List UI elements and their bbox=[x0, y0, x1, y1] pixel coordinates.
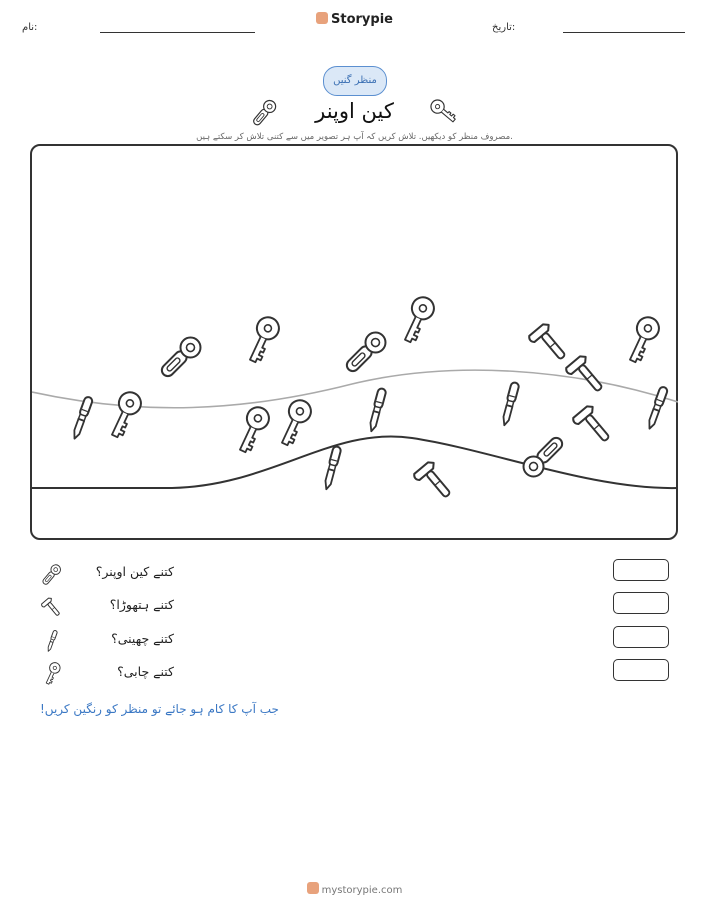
site-url: mystorypie.com bbox=[321, 885, 403, 896]
chisel-icon bbox=[39, 628, 65, 654]
key bbox=[275, 397, 315, 449]
answer-box-hammer[interactable] bbox=[613, 592, 669, 614]
knife bbox=[500, 382, 519, 427]
storypie-logo-icon bbox=[307, 882, 319, 894]
hammer bbox=[413, 460, 456, 505]
knife bbox=[71, 396, 94, 440]
name-label: نام: bbox=[22, 22, 38, 33]
key-icon bbox=[427, 95, 461, 129]
key bbox=[623, 314, 663, 366]
date-label: تاریخ: bbox=[492, 22, 516, 33]
hammer bbox=[572, 404, 615, 449]
can-opener bbox=[519, 433, 567, 481]
key bbox=[243, 314, 283, 366]
busy-scene bbox=[30, 144, 678, 540]
question-hammer: کتنے ہتھوڑا؟ bbox=[109, 597, 174, 612]
knife bbox=[322, 446, 341, 491]
count-scene-badge: منظر گنیں bbox=[323, 66, 387, 96]
question-key: کتنے چابی؟ bbox=[117, 664, 174, 679]
scene-illustration bbox=[32, 146, 678, 540]
answer-box-key[interactable] bbox=[613, 659, 669, 681]
title-text: کین اوپنر bbox=[315, 99, 394, 123]
answer-box-can-opener[interactable] bbox=[613, 559, 669, 581]
knife bbox=[646, 386, 669, 430]
brand-name: Storypie bbox=[331, 12, 393, 27]
coloring-note: جب آپ کا کام ہو جائے تو منظر کو رنگین کریں! bbox=[40, 702, 279, 716]
key-icon bbox=[39, 661, 65, 687]
hammer-icon bbox=[39, 594, 65, 620]
hammer bbox=[565, 354, 608, 399]
can-opener bbox=[342, 328, 390, 376]
can-opener-icon bbox=[248, 95, 282, 129]
foreground-hill-line bbox=[32, 436, 678, 488]
storypie-logo-icon bbox=[316, 12, 328, 24]
instructions: مصروف منظر کو دیکھیں. تلاش کریں کہ آپ ہر تصویر میں سے کتنی تلاش کر سکتے ہیں. bbox=[196, 132, 513, 142]
key bbox=[398, 294, 438, 346]
knife bbox=[367, 388, 386, 433]
site-footer bbox=[0, 882, 709, 896]
key bbox=[233, 404, 273, 456]
hammer bbox=[528, 322, 571, 367]
answer-box-chisel[interactable] bbox=[613, 626, 669, 648]
question-can-opener: کتنے کین اوپنر؟ bbox=[95, 564, 174, 579]
date-field[interactable] bbox=[563, 32, 685, 33]
can-opener bbox=[157, 333, 205, 381]
name-field[interactable] bbox=[100, 32, 255, 33]
brand-logo bbox=[0, 12, 709, 27]
can-opener-icon bbox=[39, 561, 65, 587]
key bbox=[105, 389, 145, 441]
page-title bbox=[0, 95, 709, 129]
question-chisel: کتنے چھینی؟ bbox=[111, 631, 174, 646]
